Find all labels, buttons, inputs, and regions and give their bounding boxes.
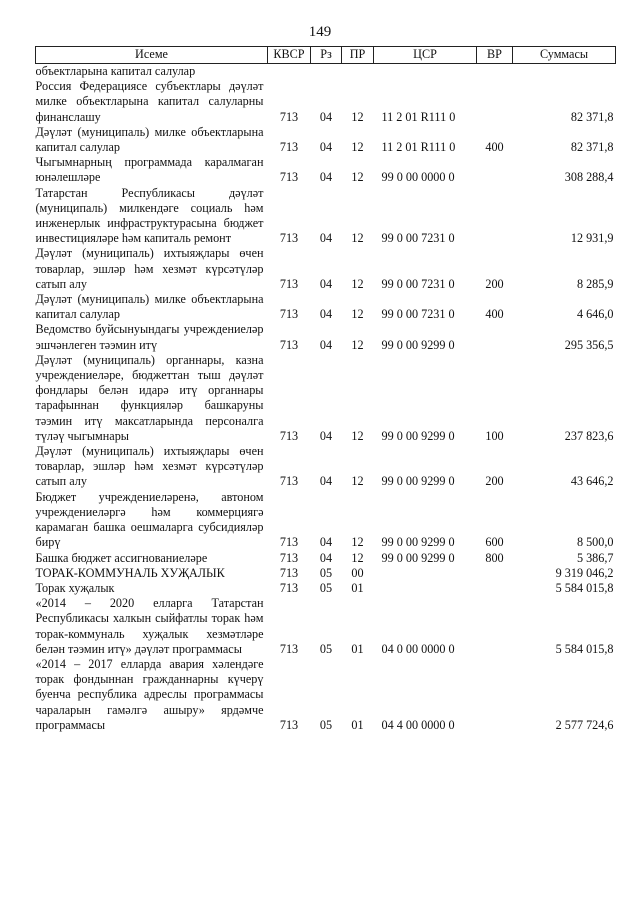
cell-csr: 04 4 00 0000 0 [381, 717, 455, 732]
cell-pr: 12 [351, 428, 364, 443]
cell-csr: 99 0 00 0000 0 [381, 170, 455, 185]
cell-csr [374, 64, 477, 80]
cell-sum: 5 584 015,8 [555, 641, 614, 656]
cell-rz: 04 [319, 535, 333, 550]
cell-vr [477, 186, 513, 247]
cell-pr: 12 [351, 231, 364, 246]
cell-sum: 5 584 015,8 [555, 580, 614, 595]
cell-name: Татарстан Республикасы дәүләт (муниципаль) милкендәге социаль һәм инженерлык инфраструктурасына бюджет инвестицияләре һәм капиталь ремонт [35, 185, 264, 246]
cell-vr: 100 [485, 428, 504, 443]
table-body [36, 64, 616, 733]
cell-csr: 99 0 00 7231 0 [381, 276, 455, 291]
column-header-rz: Рз [311, 47, 342, 64]
cell-rz: 04 [319, 428, 333, 443]
table-row [36, 155, 616, 185]
cell-rz: 04 [319, 231, 333, 246]
cell-pr: 12 [351, 140, 364, 155]
page-number: 149 [308, 24, 332, 40]
cell-pr: 12 [351, 170, 364, 185]
cell-sum: 308 288,4 [564, 170, 614, 185]
column-header-vr: ВР [477, 47, 513, 64]
table-row [36, 64, 616, 80]
cell-vr [477, 581, 513, 596]
cell-sum: 9 319 046,2 [555, 565, 614, 580]
table-row [36, 246, 616, 292]
table-header-row [36, 47, 616, 64]
table-row [36, 292, 616, 322]
cell-pr: 12 [351, 535, 364, 550]
cell-name: Торак хуҗалык [35, 580, 115, 595]
cell-name: Дәүләт (муниципаль) ихтыяҗлары өчен товарлар, эшләр һәм хезмәт күрсәтүләр сатып алу [35, 444, 264, 489]
table-row [36, 551, 616, 566]
cell-rz: 04 [319, 109, 333, 124]
cell-kvsr: 713 [279, 580, 299, 595]
cell-csr [374, 581, 477, 596]
cell-name: Ведомство буйсынуындагы учреждениеләр эшчәнлеген тәэмин итү [35, 322, 264, 352]
cell-name: «2014 – 2017 елларда авария хәлендәге торак фондыннан гражданнарны күчерү буенча республика адреслы программасы чараларын гамәлгә ашыру» ярдәмче программасы [35, 656, 264, 732]
cell-sum [513, 64, 616, 80]
cell-pr: 01 [351, 717, 364, 732]
cell-sum: 12 931,9 [570, 231, 614, 246]
cell-csr: 04 0 00 0000 0 [381, 641, 455, 656]
cell-name: Дәүләт (муниципаль) милке объектларына капитал салулар [35, 124, 264, 155]
cell-name: Дәүләт (муниципаль) органнары, казна учреждениеләре, бюджеттан тыш дәүләт фондлары белән идарә итү органнары тарафыннан функцияләр башкаруны тәэмин итү максатларында персоналга түләү чыгымнары [35, 352, 264, 443]
table-row [36, 596, 616, 657]
cell-name: объектларына капитал салулар [35, 64, 196, 78]
cell-vr [477, 155, 513, 185]
budget-table [35, 46, 616, 733]
cell-vr [477, 596, 513, 657]
cell-sum: 8 285,9 [576, 276, 614, 291]
table-row [36, 353, 616, 444]
table-row [36, 322, 616, 352]
cell-rz: 04 [319, 337, 333, 352]
table-row [36, 444, 616, 490]
cell-kvsr: 713 [279, 109, 299, 124]
cell-name: Дәүләт (муниципаль) милке объектларына капитал салулар [35, 292, 264, 322]
table-row [36, 566, 616, 581]
table-row [36, 79, 616, 125]
cell-rz: 05 [319, 717, 333, 732]
table-row [36, 657, 616, 733]
cell-sum: 43 646,2 [570, 474, 614, 489]
column-header-pr: ПР [342, 47, 374, 64]
cell-rz: 04 [319, 307, 333, 322]
cell-pr: 12 [351, 337, 364, 352]
cell-csr: 99 0 00 9299 0 [381, 428, 455, 443]
cell-kvsr: 713 [279, 170, 299, 185]
cell-kvsr: 713 [279, 550, 299, 565]
cell-kvsr: 713 [279, 337, 299, 352]
cell-csr: 11 2 01 R111 0 [381, 109, 456, 124]
cell-sum: 237 823,6 [564, 428, 614, 443]
cell-csr: 99 0 00 9299 0 [381, 337, 455, 352]
cell-kvsr [268, 64, 311, 80]
cell-vr [477, 566, 513, 581]
cell-kvsr: 713 [279, 307, 299, 322]
cell-kvsr: 713 [279, 231, 299, 246]
cell-name: Бюджет учреждениеләренә, автоном учреждениеләргә һәм коммерциягә карамаган башка оешмаларга субсидияләр бирү [35, 489, 264, 550]
cell-rz: 04 [319, 170, 333, 185]
cell-pr: 12 [351, 307, 364, 322]
cell-csr: 99 0 00 7231 0 [381, 231, 455, 246]
cell-kvsr: 713 [279, 641, 299, 656]
cell-rz: 05 [319, 641, 333, 656]
table-row [36, 125, 616, 155]
cell-kvsr: 713 [279, 276, 299, 291]
cell-pr: 12 [351, 550, 364, 565]
cell-csr: 99 0 00 9299 0 [381, 474, 455, 489]
cell-vr: 200 [485, 474, 504, 489]
cell-name: ТОРАК-КОММУНАЛЬ ХУҖАЛЫК [35, 565, 225, 580]
cell-vr [477, 79, 513, 125]
cell-vr [477, 322, 513, 352]
cell-pr: 12 [351, 276, 364, 291]
cell-vr: 800 [485, 550, 504, 565]
cell-pr: 12 [351, 474, 364, 489]
cell-vr: 400 [485, 307, 504, 322]
cell-csr: 99 0 00 7231 0 [381, 307, 455, 322]
cell-vr [477, 64, 513, 80]
cell-csr: 99 0 00 9299 0 [381, 550, 455, 565]
cell-vr: 200 [485, 276, 504, 291]
cell-rz: 05 [319, 565, 333, 580]
cell-kvsr: 713 [279, 428, 299, 443]
cell-vr: 600 [485, 535, 504, 550]
column-header-csr: ЦСР [374, 47, 477, 64]
cell-sum: 4 646,0 [576, 307, 614, 322]
cell-kvsr: 713 [279, 535, 299, 550]
cell-sum: 82 371,8 [570, 140, 614, 155]
column-header-name: Исеме [36, 47, 268, 64]
cell-kvsr: 713 [279, 565, 299, 580]
cell-kvsr: 713 [279, 717, 299, 732]
cell-kvsr: 713 [279, 140, 299, 155]
cell-rz: 04 [319, 276, 333, 291]
cell-vr [477, 657, 513, 733]
cell-sum: 2 577 724,6 [555, 717, 614, 732]
table-row [36, 490, 616, 551]
cell-kvsr: 713 [279, 474, 299, 489]
cell-pr: 01 [351, 580, 364, 595]
cell-sum: 5 386,7 [576, 550, 614, 565]
column-header-sum: Суммасы [513, 47, 616, 64]
table-row [36, 186, 616, 247]
cell-rz: 04 [319, 474, 333, 489]
cell-csr [374, 566, 477, 581]
cell-name: Дәүләт (муниципаль) ихтыяҗлары өчен товарлар, эшләр һәм хезмәт күрсәтүләр сатып алу [35, 246, 264, 291]
column-header-kvsr: КВСР [268, 47, 311, 64]
cell-rz: 05 [319, 580, 333, 595]
cell-name: «2014 – 2020 елларга Татарстан Республикасы халкын сыйфатлы торак һәм торак-коммуналь хуҗалык хезмәтләре белән тәэмин итү» дәүләт программасы [35, 596, 264, 656]
cell-csr: 99 0 00 9299 0 [381, 535, 455, 550]
cell-name: Башка бюджет ассигнованиеләре [35, 550, 208, 565]
cell-sum: 82 371,8 [570, 109, 614, 124]
cell-pr [342, 64, 374, 80]
cell-rz: 04 [319, 140, 333, 155]
cell-rz [311, 64, 342, 80]
cell-rz: 04 [319, 550, 333, 565]
cell-csr: 11 2 01 R111 0 [381, 140, 456, 155]
cell-pr: 00 [351, 565, 364, 580]
table-row [36, 581, 616, 596]
cell-name: Чыгымнарның программада каралмаган юнәлешләре [35, 155, 264, 185]
cell-name: Россия Федерациясе субъектлары дәүләт милке объектларына капитал салуларны финанслашу [35, 79, 264, 124]
cell-pr: 12 [351, 109, 364, 124]
cell-pr: 01 [351, 641, 364, 656]
cell-sum: 8 500,0 [576, 535, 614, 550]
cell-vr: 400 [485, 140, 504, 155]
cell-sum: 295 356,5 [564, 337, 614, 352]
